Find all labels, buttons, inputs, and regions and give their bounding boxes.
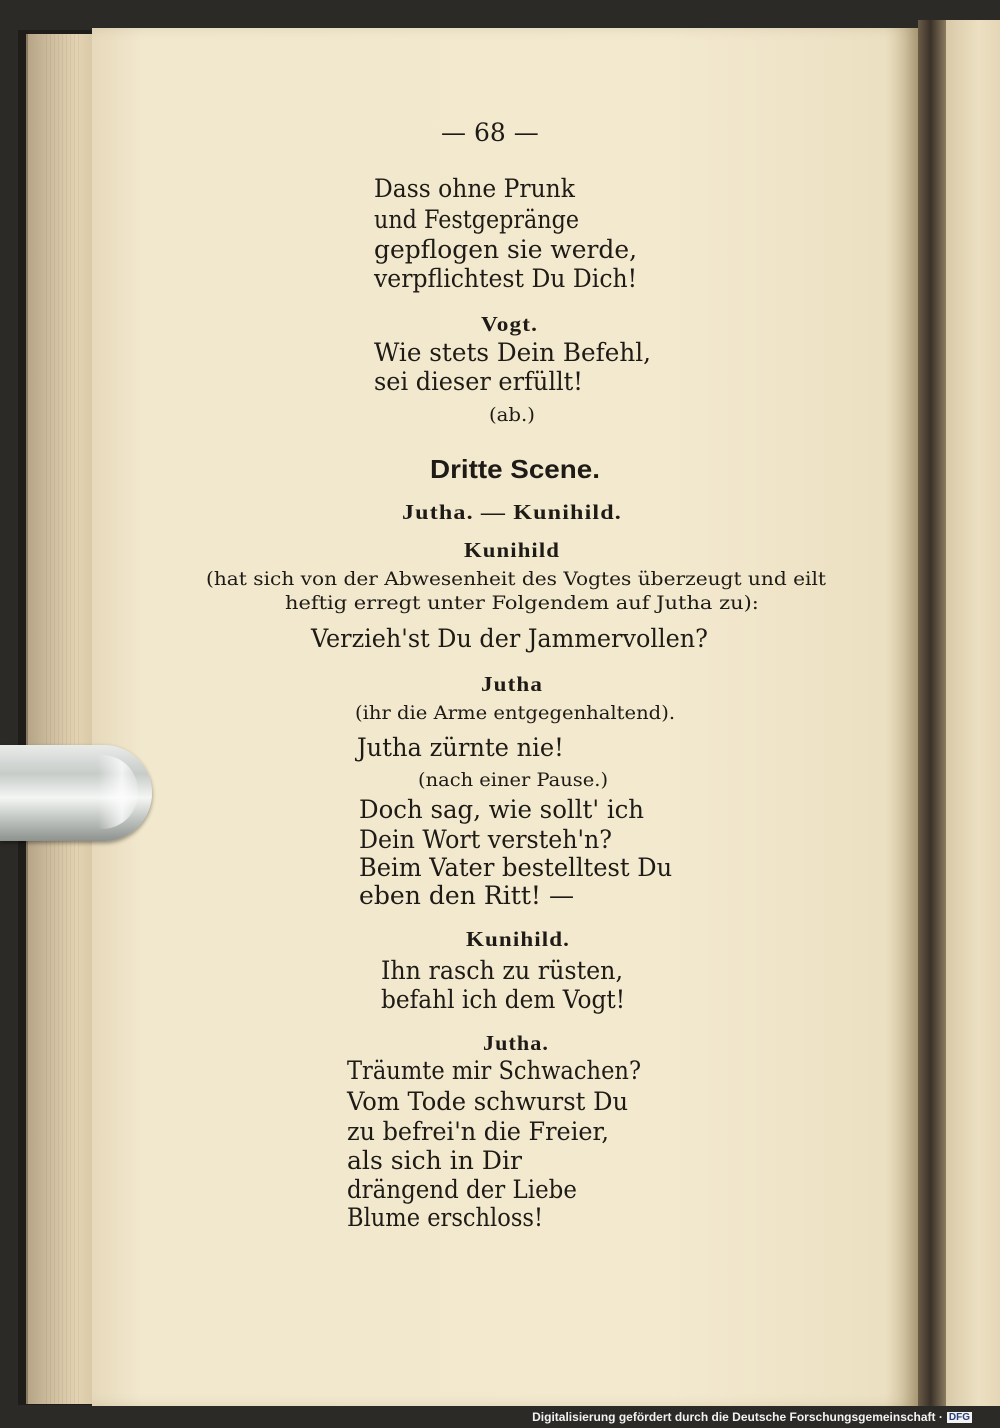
verse-line: Wie stets Dein Befehl, [374, 338, 651, 367]
verse-line: Dein Wort versteh'n? [359, 825, 613, 854]
speaker-label: Kunihild [464, 538, 561, 562]
verse-line: und Festgepränge [374, 205, 580, 234]
stage-direction: (hat sich von der Abwesenheit des Vogtes überzeugt und eilt [206, 568, 826, 590]
verse-line: sei dieser erfüllt! [374, 367, 583, 396]
verse-line: Doch sag, wie sollt' ich [359, 795, 645, 824]
verse-line: Dass ohne Prunk [374, 174, 575, 203]
clip-highlight [98, 755, 138, 829]
verse-line: Ihn rasch zu rüsten, [381, 956, 624, 985]
verse-line: Beim Vater bestelltest Du [359, 853, 673, 882]
verse-line: Jutha zürnte nie! [357, 733, 564, 762]
verse-line: Träumte mir Schwachen? [347, 1056, 642, 1085]
page-stack-edge [26, 34, 98, 1404]
verse-line: verpflichtest Du Dich! [374, 264, 638, 293]
speaker-label: Jutha [481, 672, 543, 696]
book-gutter [918, 20, 946, 1406]
page-clip-holder [0, 745, 152, 841]
verse-line: als sich in Dir [347, 1146, 522, 1175]
page-number: — 68 — [441, 118, 539, 147]
verse-line: eben den Ritt! — [359, 881, 575, 910]
speaker-label: Jutha. — Kunihild. [402, 500, 622, 524]
verse-line: befahl ich dem Vogt! [381, 985, 626, 1014]
next-page-edge [946, 20, 1000, 1406]
verse-line: Blume erschloss! [347, 1203, 544, 1232]
scene-heading: Dritte Scene. [430, 454, 600, 484]
speaker-label: Jutha. [483, 1031, 549, 1055]
verse-line: drängend der Liebe [347, 1175, 577, 1204]
dfg-logo-icon: DFG [948, 1412, 970, 1423]
stage-direction: (ab.) [489, 404, 536, 426]
speaker-label: Vogt. [481, 312, 538, 336]
stage-direction: (ihr die Arme entgegenhaltend). [355, 702, 676, 724]
verse-line: Vom Tode schwurst Du [347, 1087, 629, 1116]
digitization-footer: Digitalisierung gefördert durch die Deutsche Forschungsgemeinschaft · DFG [532, 1410, 970, 1424]
verse-line: zu befrei'n die Freier, [347, 1117, 609, 1146]
verse-line: Verzieh'st Du der Jammervollen? [311, 624, 708, 653]
verse-line: gepflogen sie werde, [374, 235, 638, 264]
footer-text: Digitalisierung gefördert durch die Deutsche Forschungsgemeinschaft [532, 1410, 936, 1424]
stage-direction: (nach einer Pause.) [418, 769, 609, 791]
stage-direction: heftig erregt unter Folgendem auf Jutha zu): [285, 592, 759, 614]
speaker-label: Kunihild. [466, 927, 571, 951]
